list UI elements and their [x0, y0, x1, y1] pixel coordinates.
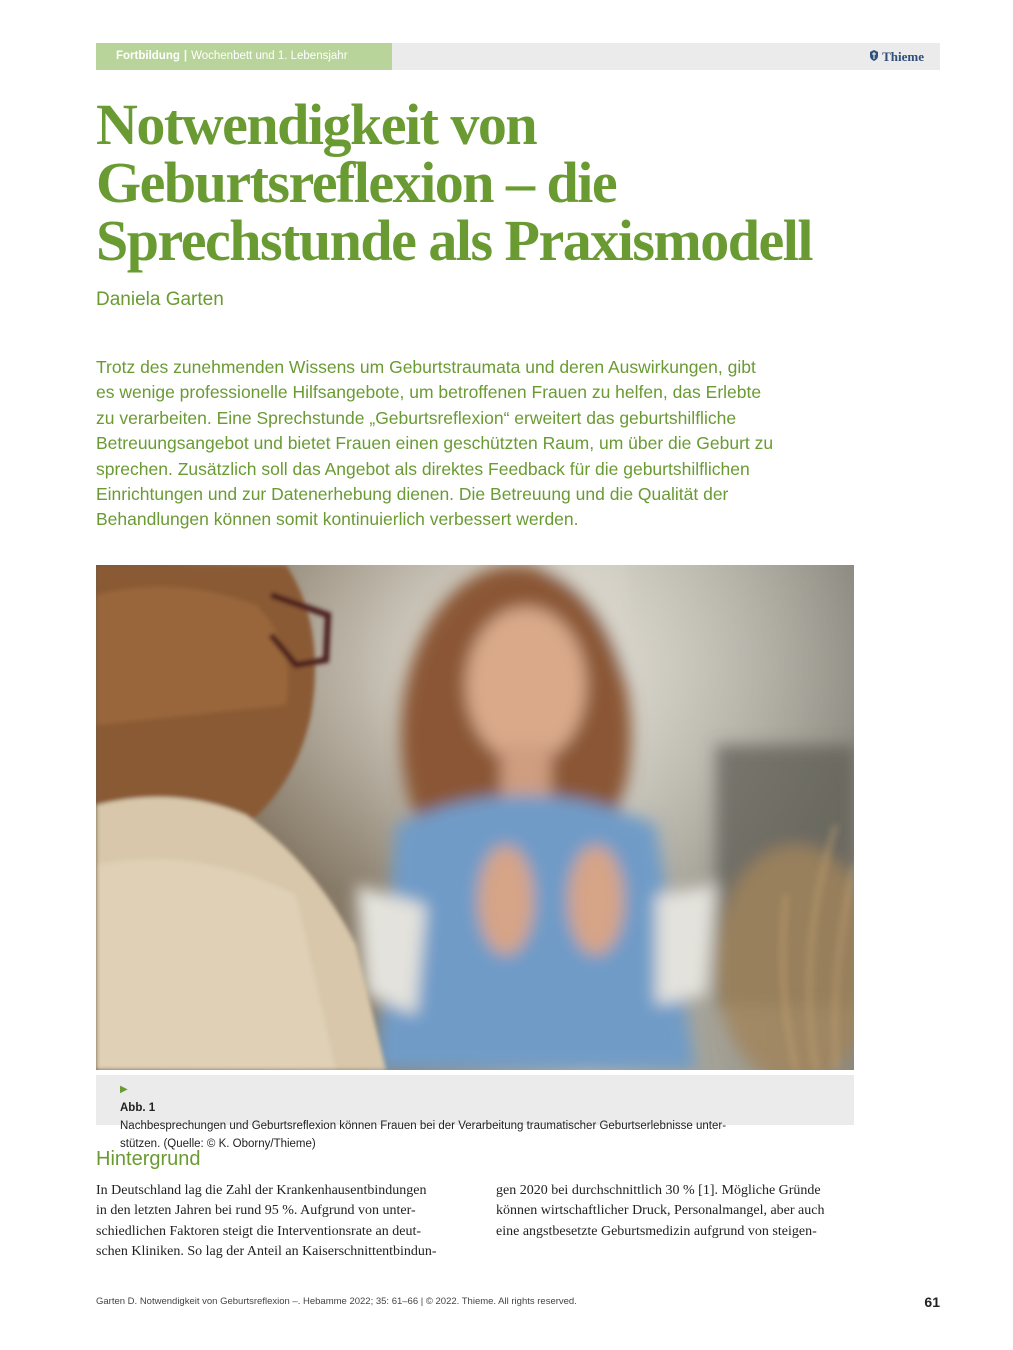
body-column-right	[496, 1181, 856, 1242]
abstract-line: Betreuungsangebot und bietet Frauen einen geschützten Raum, um über die Geburt zu	[96, 433, 774, 454]
body-line: in den letzten Jahren bei rund 95 %. Aufgrund von unter-	[96, 1203, 416, 1219]
caption-line: stützen. (Quelle: © K. Oborny/Thieme)	[120, 1138, 316, 1150]
body-line: können wirtschaftlicher Druck, Personalmangel, aber auch	[496, 1203, 825, 1219]
abstract-line: Trotz des zunehmenden Wissens um Geburtstraumata und deren Auswirkungen, gibt	[96, 357, 756, 377]
running-header	[96, 43, 940, 70]
author-name: Daniela Garten	[96, 289, 224, 310]
abstract-line: Einrichtungen und zur Datenerhebung dienen. Die Betreuung und die Qualität der	[96, 484, 729, 505]
caption-text: Nachbesprechungen und Geburtsreflexion können Frauen bei der Verarbeitung traumatischer Geburtserlebnisse unter-	[120, 1120, 727, 1132]
body-line: schen Kliniken. So lag der Anteil an Kaiserschnittentbindun-	[96, 1243, 437, 1259]
section-heading: Hintergrund	[96, 1148, 201, 1170]
title-line: Notwendigkeit von	[96, 92, 537, 157]
page-number: 61	[924, 1294, 940, 1310]
publisher-brand	[869, 43, 924, 70]
body-line: gen 2020 bei durchschnittlich 30 % [1]. Mögliche Gründe	[496, 1183, 821, 1198]
footer-citation: Garten D. Notwendigkeit von Geburtsreflexion –. Hebamme 2022; 35: 61–66 | © 2022. Thieme. All rights reserved.	[96, 1296, 577, 1307]
body-line: schiedlichen Faktoren steigt die Interventionsrate an deut-	[96, 1223, 422, 1239]
body-line: In Deutschland lag die Zahl der Krankenhausentbindungen	[96, 1183, 427, 1198]
abstract-line: sprechen. Zusätzlich soll das Angebot als direktes Feedback für die geburtshilflichen	[96, 458, 750, 479]
figure-photo	[96, 565, 854, 1070]
abstract-line: zu verarbeiten. Eine Sprechstunde „Geburtsreflexion“ erweitert das geburtshilfliche	[96, 407, 737, 428]
section-label: Fortbildung	[116, 50, 180, 62]
thieme-logo-icon	[869, 45, 879, 72]
article-title	[96, 92, 956, 273]
header-separator: |	[183, 50, 188, 62]
body-column-left	[96, 1181, 456, 1262]
title-line: Sprechstunde als Praxismodell	[96, 208, 812, 273]
figure-label: Abb. 1	[120, 1102, 156, 1114]
caption-marker: ▶	[120, 1084, 128, 1095]
subsection-label: Wochenbett und 1. Lebensjahr	[191, 50, 348, 62]
title-line: Geburtsreflexion – die	[96, 150, 617, 215]
brand-name: Thieme	[882, 49, 924, 64]
section-tag	[96, 43, 392, 70]
caption-line	[120, 1081, 834, 1135]
abstract-line: es wenige professionelle Hilfsangebote, um betroffenen Frauen zu helfen, das Erlebte	[96, 382, 762, 403]
body-line: eine angstbesetzte Geburtsmedizin aufgrund von steigen-	[496, 1223, 817, 1239]
abstract	[96, 355, 826, 533]
abstract-line: Behandlungen können somit kontinuierlich verbessert werden.	[96, 509, 579, 530]
figure-caption	[96, 1075, 854, 1150]
